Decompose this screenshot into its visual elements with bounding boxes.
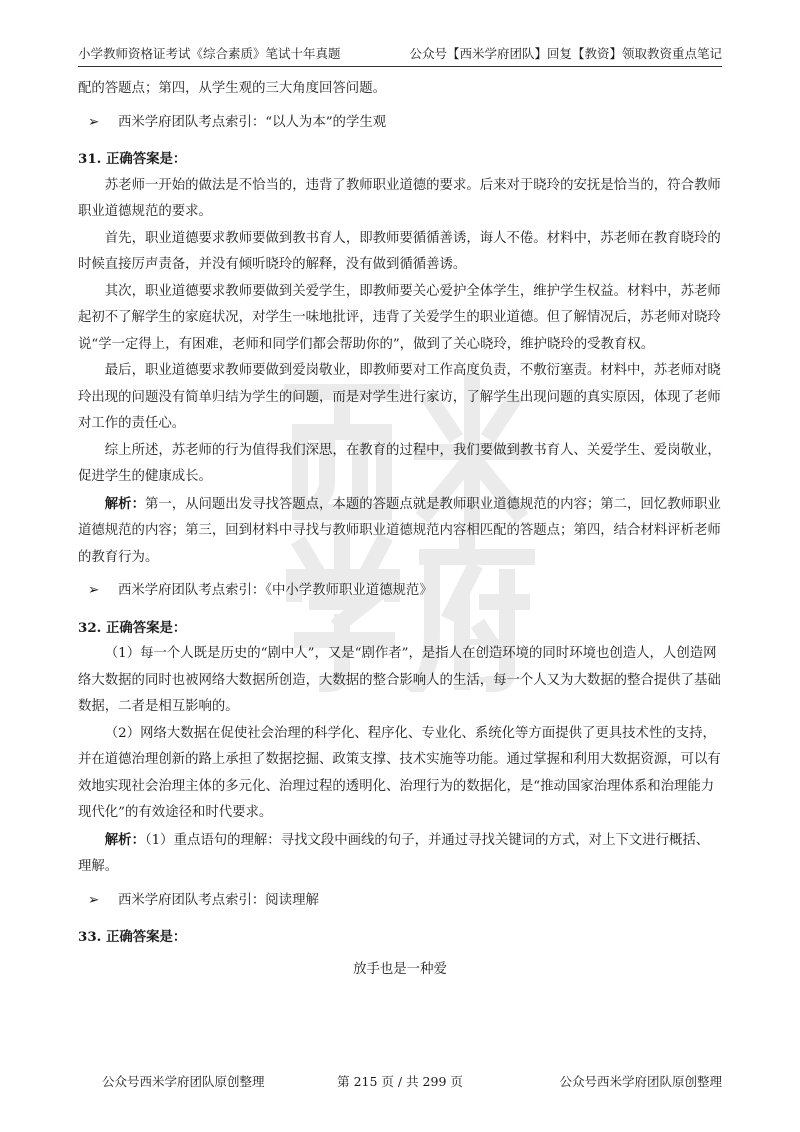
question-31-heading: 31. 正确答案是： xyxy=(78,151,187,167)
knowledge-ref-text: 西米学府团队考点索引：阅读理解 xyxy=(118,892,319,908)
analysis-text: （1）重点语句的理解：寻找文段中画线的句子，并通过寻找关键词的方式，对上下文进行概括、理解。 xyxy=(78,832,710,874)
page-number: 第 215 页 / 共 299 页 xyxy=(337,1074,463,1089)
analysis-label: 解析： xyxy=(104,495,145,512)
analysis-text: 第一，从问题出发寻找答题点，本题的答题点就是教师职业道德规范的内容；第二，回忆教师职业道德规范的内容；第三，回到材料中寻找与教师职业道德规范内容相匹配的答题点；第四，结合材料评析老师的教育行为。 xyxy=(78,496,721,565)
knowledge-ref-item xyxy=(78,578,722,605)
q31-answer-p2: 首先，职业道德要求教师要做到教书育人，即教师要循循善诱，诲人不倦。材料中，苏老师在教育晓玲的时候直接厉声责备，并没有倾听晓玲的解释，没有做到循循善诱。 xyxy=(78,230,721,272)
header-promo: 公众号【西米学府团队】回复【教资】领取教资重点笔记 xyxy=(409,46,722,61)
question-32-heading: 32. 正确答案是： xyxy=(78,619,187,636)
knowledge-ref-item xyxy=(78,110,722,137)
q31-answer-p3: 其次，职业道德要求教师要做到关爱学生，即教师要关心爱护全体学生，维护学生权益。材料中，苏老师起初不了解学生的家庭状况，对学生一味地批评，违背了关爱学生的职业道德。但了解情况后，苏老师对晓玲说“学一定得上，有困难，老师和同学们都会帮助你的”，做到了关心晓玲，维护晓玲的受教育权。 xyxy=(78,283,721,352)
q31-answer-p4: 最后，职业道德要求教师要做到爱岗敬业，即教师要对工作高度负责，不敷衍塞责。材料中，苏老师对晓玲出现的问题没有简单归结为学生的问题，而是对学生进行家访，了解学生出现问题的真实原因，体现了老师对工作的责任心。 xyxy=(78,363,721,431)
q32-analysis xyxy=(78,827,722,881)
continued-paragraph: 配的答题点；第四，从学生观的三大角度回答问题。 xyxy=(78,81,386,96)
essay-title: 放手也是一种爱 xyxy=(353,961,447,977)
question-33-heading: 33. 正确答案是： xyxy=(78,929,187,945)
q31-answer-p1: 苏老师一开始的做法是不恰当的，违背了教师职业道德的要求。后来对于晓玲的安抚是恰当的，符合教师职业道德规范的要求。 xyxy=(78,177,721,219)
q32-answer-p2: （2）网络大数据在促使社会治理的科学化、程序化、专业化、系统化等方面提供了更具技术性的支持，并在道德治理创新的路上承担了数据挖掘、政策支撑、技术实施等功能。通过掌握和利用大数据资源，可以有效地实现社会治理主体的多元化、治理过程的透明化、治理行为的数据化，是“推动国家治理体系和治理能力现代化”的有效途径和时代要求。 xyxy=(78,725,721,820)
analysis-label: 解析： xyxy=(104,831,145,848)
page-footer xyxy=(78,1072,722,1092)
q32-answer-p1: （1）每一个人既是历史的“剧中人”，又是“剧作者”，是指人在创造环境的同时环境也创造人，人创造网络大数据的同时也被网络大数据所创造，大数据的整合影响人的生活，每一个人又为大数据的整合提供了基础数据，二者是相互影响的。 xyxy=(78,646,721,714)
page-content xyxy=(78,76,722,983)
knowledge-ref-item xyxy=(78,888,722,915)
knowledge-ref-text: 西米学府团队考点索引：《中小学教师职业道德规范》 xyxy=(118,583,433,598)
q31-answer-p5: 综上所述，苏老师的行为值得我们深思，在教育的过程中，我们要做到教书育人、关爱学生、爱岗敬业，促进学生的健康成长。 xyxy=(78,442,721,484)
arrow-bullet-icon: ➢ xyxy=(88,892,100,908)
footer-right-credit: 公众号西米学府团队原创整理 xyxy=(559,1074,722,1089)
footer-left-credit: 公众号西米学府团队原创整理 xyxy=(102,1074,265,1089)
arrow-bullet-icon: ➢ xyxy=(88,114,100,130)
header-book-title: 小学教师资格证考试《综合素质》笔试十年真题 xyxy=(78,46,341,61)
q31-analysis xyxy=(78,491,722,572)
page-header xyxy=(78,40,722,67)
arrow-bullet-icon: ➢ xyxy=(88,583,100,598)
knowledge-ref-text: 西米学府团队考点索引：“以人为本”的学生观 xyxy=(118,114,387,130)
